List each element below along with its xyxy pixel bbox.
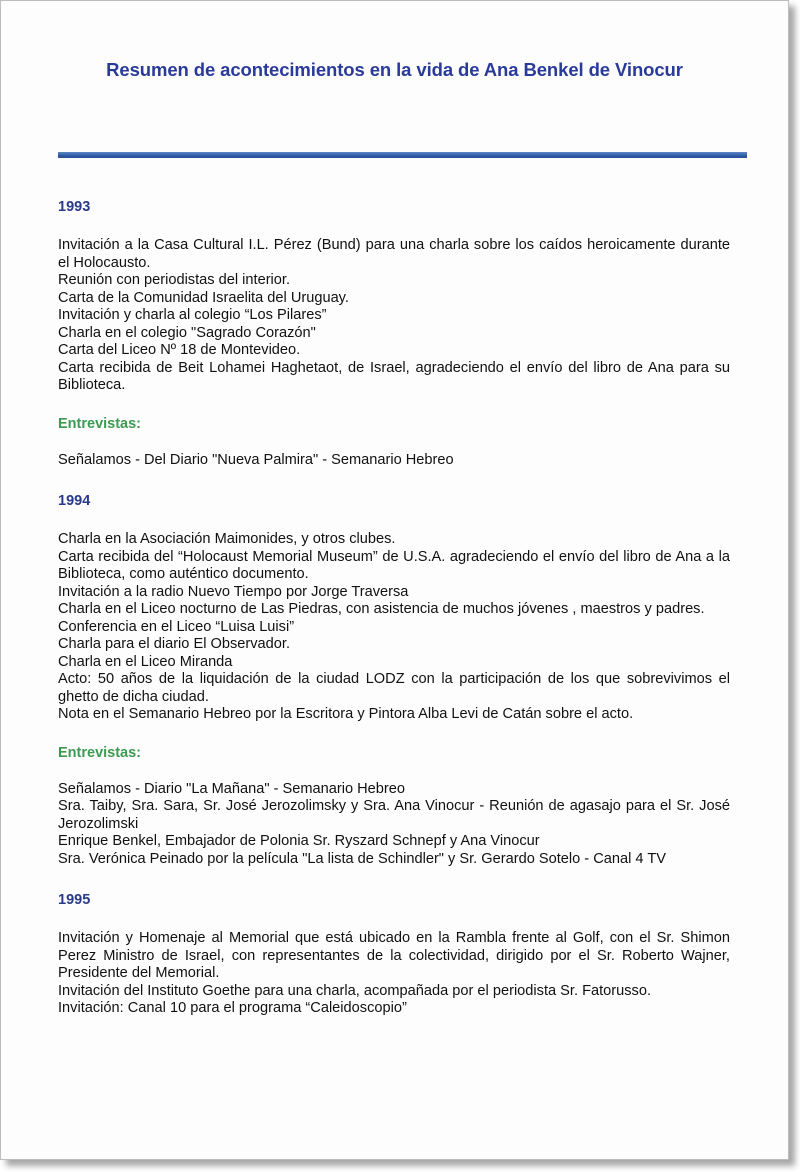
event-list (58, 237, 730, 395)
list-item: Reunión con periodistas del interior. (58, 272, 291, 288)
list-item: Sra. Verónica Peinado por la película "La lista de Schindler" y Sr. Gerardo Sotelo - Canal 4 TV (58, 850, 666, 867)
year-heading: 1994 (58, 493, 91, 509)
list-item: Charla para el diario El Observador. (58, 636, 290, 652)
interviews-heading: Entrevistas: (58, 415, 142, 432)
interview-list (58, 452, 730, 470)
list-item: Charla en el Liceo Miranda (58, 653, 233, 670)
list-item: Invitación a la radio Nuevo Tiempo por Jorge Traversa (58, 583, 409, 600)
list-item: Carta recibida de Beit Lohamei Haghetaot, de Israel, agradeciendo el envío del libro de Ana para su Biblioteca. (58, 359, 730, 393)
year-heading: 1993 (58, 199, 91, 215)
list-item: Carta del Liceo Nº 18 de Montevideo. (58, 342, 301, 358)
list-item: Invitación y Homenaje al Memorial que está ubicado en la Rambla frente al Golf, con el Sr. Shimon Perez Ministro de Israel, con representantes de la colectividad, dirigido por el Sr. Roberto Wajner, Presidente del Memorial. (58, 930, 730, 981)
list-item: Acto: 50 años de la liquidación de la ciudad LODZ con la participación de los que sobrevivimos el ghetto de dicha ciudad. (58, 671, 730, 705)
list-item: Conferencia en el Liceo “Luisa Luisi” (58, 618, 295, 635)
interviews-heading: Entrevistas: (58, 744, 142, 761)
list-item: Charla en el Liceo nocturno de Las Piedras, con asistencia de muchos jóvenes , maestros y padres. (58, 601, 705, 617)
year-heading: 1995 (58, 892, 91, 908)
list-item: Enrique Benkel, Embajador de Polonia Sr. Ryszard Schnepf y Ana Vinocur (58, 833, 540, 849)
list-item: Invitación y charla al colegio “Los Pilares” (58, 307, 327, 323)
list-item: Invitación a la Casa Cultural I.L. Pérez (Bund) para una charla sobre los caídos heroicamente durante el Holocausto. (58, 237, 730, 271)
document-body (58, 197, 730, 1018)
title-divider (58, 152, 747, 158)
list-item: Invitación: Canal 10 para el programa “Caleidoscopio” (58, 1000, 407, 1016)
list-item: Charla en la Asociación Maimonides, y otros clubes. (58, 531, 396, 547)
interview-list (58, 781, 730, 869)
list-item: Carta recibida del “Holocaust Memorial Museum” de U.S.A. agradeciendo el envío del libro de Ana a la Biblioteca, como auténtico documento. (58, 548, 730, 582)
list-item: Señalamos - Del Diario "Nueva Palmira" - Semanario Hebreo (58, 451, 454, 468)
event-list (58, 930, 730, 1018)
list-item: Señalamos - Diario "La Mañana" - Semanario Hebreo (58, 780, 406, 797)
list-item: Sra. Taiby, Sra. Sara, Sr. José Jerozolimsky y Sra. Ana Vinocur - Reunión de agasajo para el Sr. José Jerozolimski (58, 798, 730, 832)
list-item: Charla en el colegio "Sagrado Corazón" (58, 324, 316, 341)
list-item: Carta de la Comunidad Israelita del Uruguay. (58, 289, 349, 306)
event-list (58, 531, 730, 724)
document-title: Resumen de acontecimientos en la vida de Ana Benkel de Vinocur (106, 59, 683, 80)
list-item: Invitación del Instituto Goethe para una charla, acompañada por el periodista Sr. Fatorusso. (58, 982, 652, 999)
list-item: Nota en el Semanario Hebreo por la Escritora y Pintora Alba Levi de Catán sobre el acto. (58, 706, 634, 722)
